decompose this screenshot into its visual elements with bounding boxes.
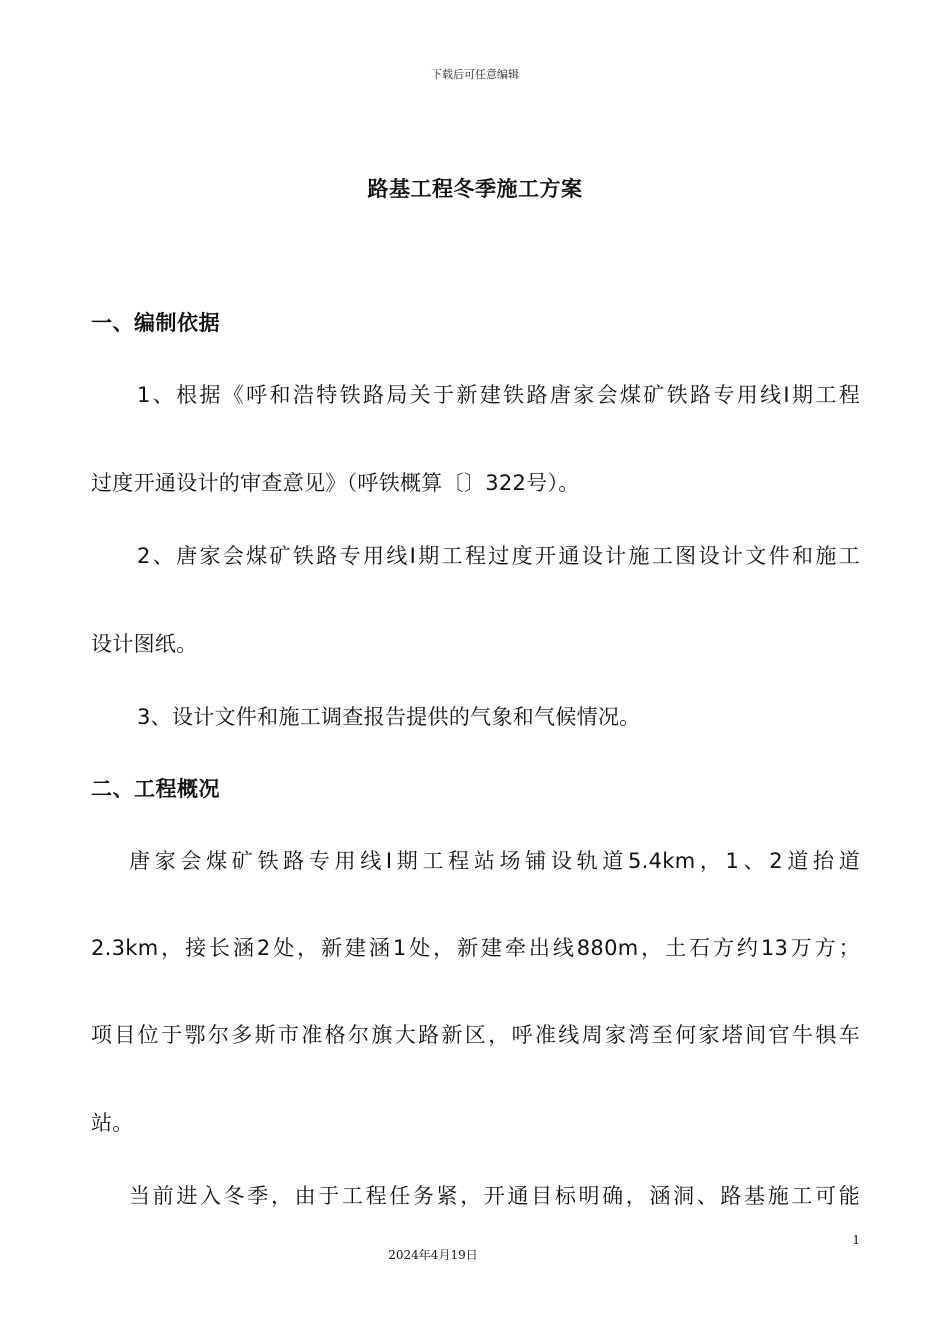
document-title: 路基工程冬季施工方案 [367,177,583,201]
paragraph-line: 过度开通设计的审查意见》（呼铁概算〔〕322号）。 [91,471,580,495]
paragraph-line: 项目位于鄂尔多斯市准格尔旗大路新区，呼准线周家湾至何家塔间官牛犋车 [91,1023,860,1047]
paragraph-line: 3、设计文件和施工调查报告提供的气象和气候情况。 [137,705,641,729]
paragraph-line: 唐家会煤矿铁路专用线Ⅰ期工程站场铺设轨道5.4km，1、2道抬道 [129,849,860,873]
section-heading-basis: 一、编制依据 [91,311,220,335]
page-number: 1 [852,1233,860,1247]
paragraph-line: 设计图纸。 [91,632,198,656]
header-note: 下载后可任意编辑 [431,68,519,81]
paragraph-line: 1、根据《呼和浩特铁路局关于新建铁路唐家会煤矿铁路专用线Ⅰ期工程 [137,383,860,407]
paragraph-line: 2、唐家会煤矿铁路专用线Ⅰ期工程过度开通设计施工图设计文件和施工 [137,544,860,568]
section-heading-overview: 二、工程概况 [91,777,220,801]
paragraph-line: 2.3km，接长涵2处，新建涵1处，新建牵出线880m，土石方约13万方； [91,936,860,960]
paragraph-line: 当前进入冬季，由于工程任务紧，开通目标明确，涵洞、路基施工可能 [129,1184,860,1208]
footer-date: 2024年4月19日 [388,1248,478,1262]
paragraph-line: 站。 [91,1111,134,1135]
